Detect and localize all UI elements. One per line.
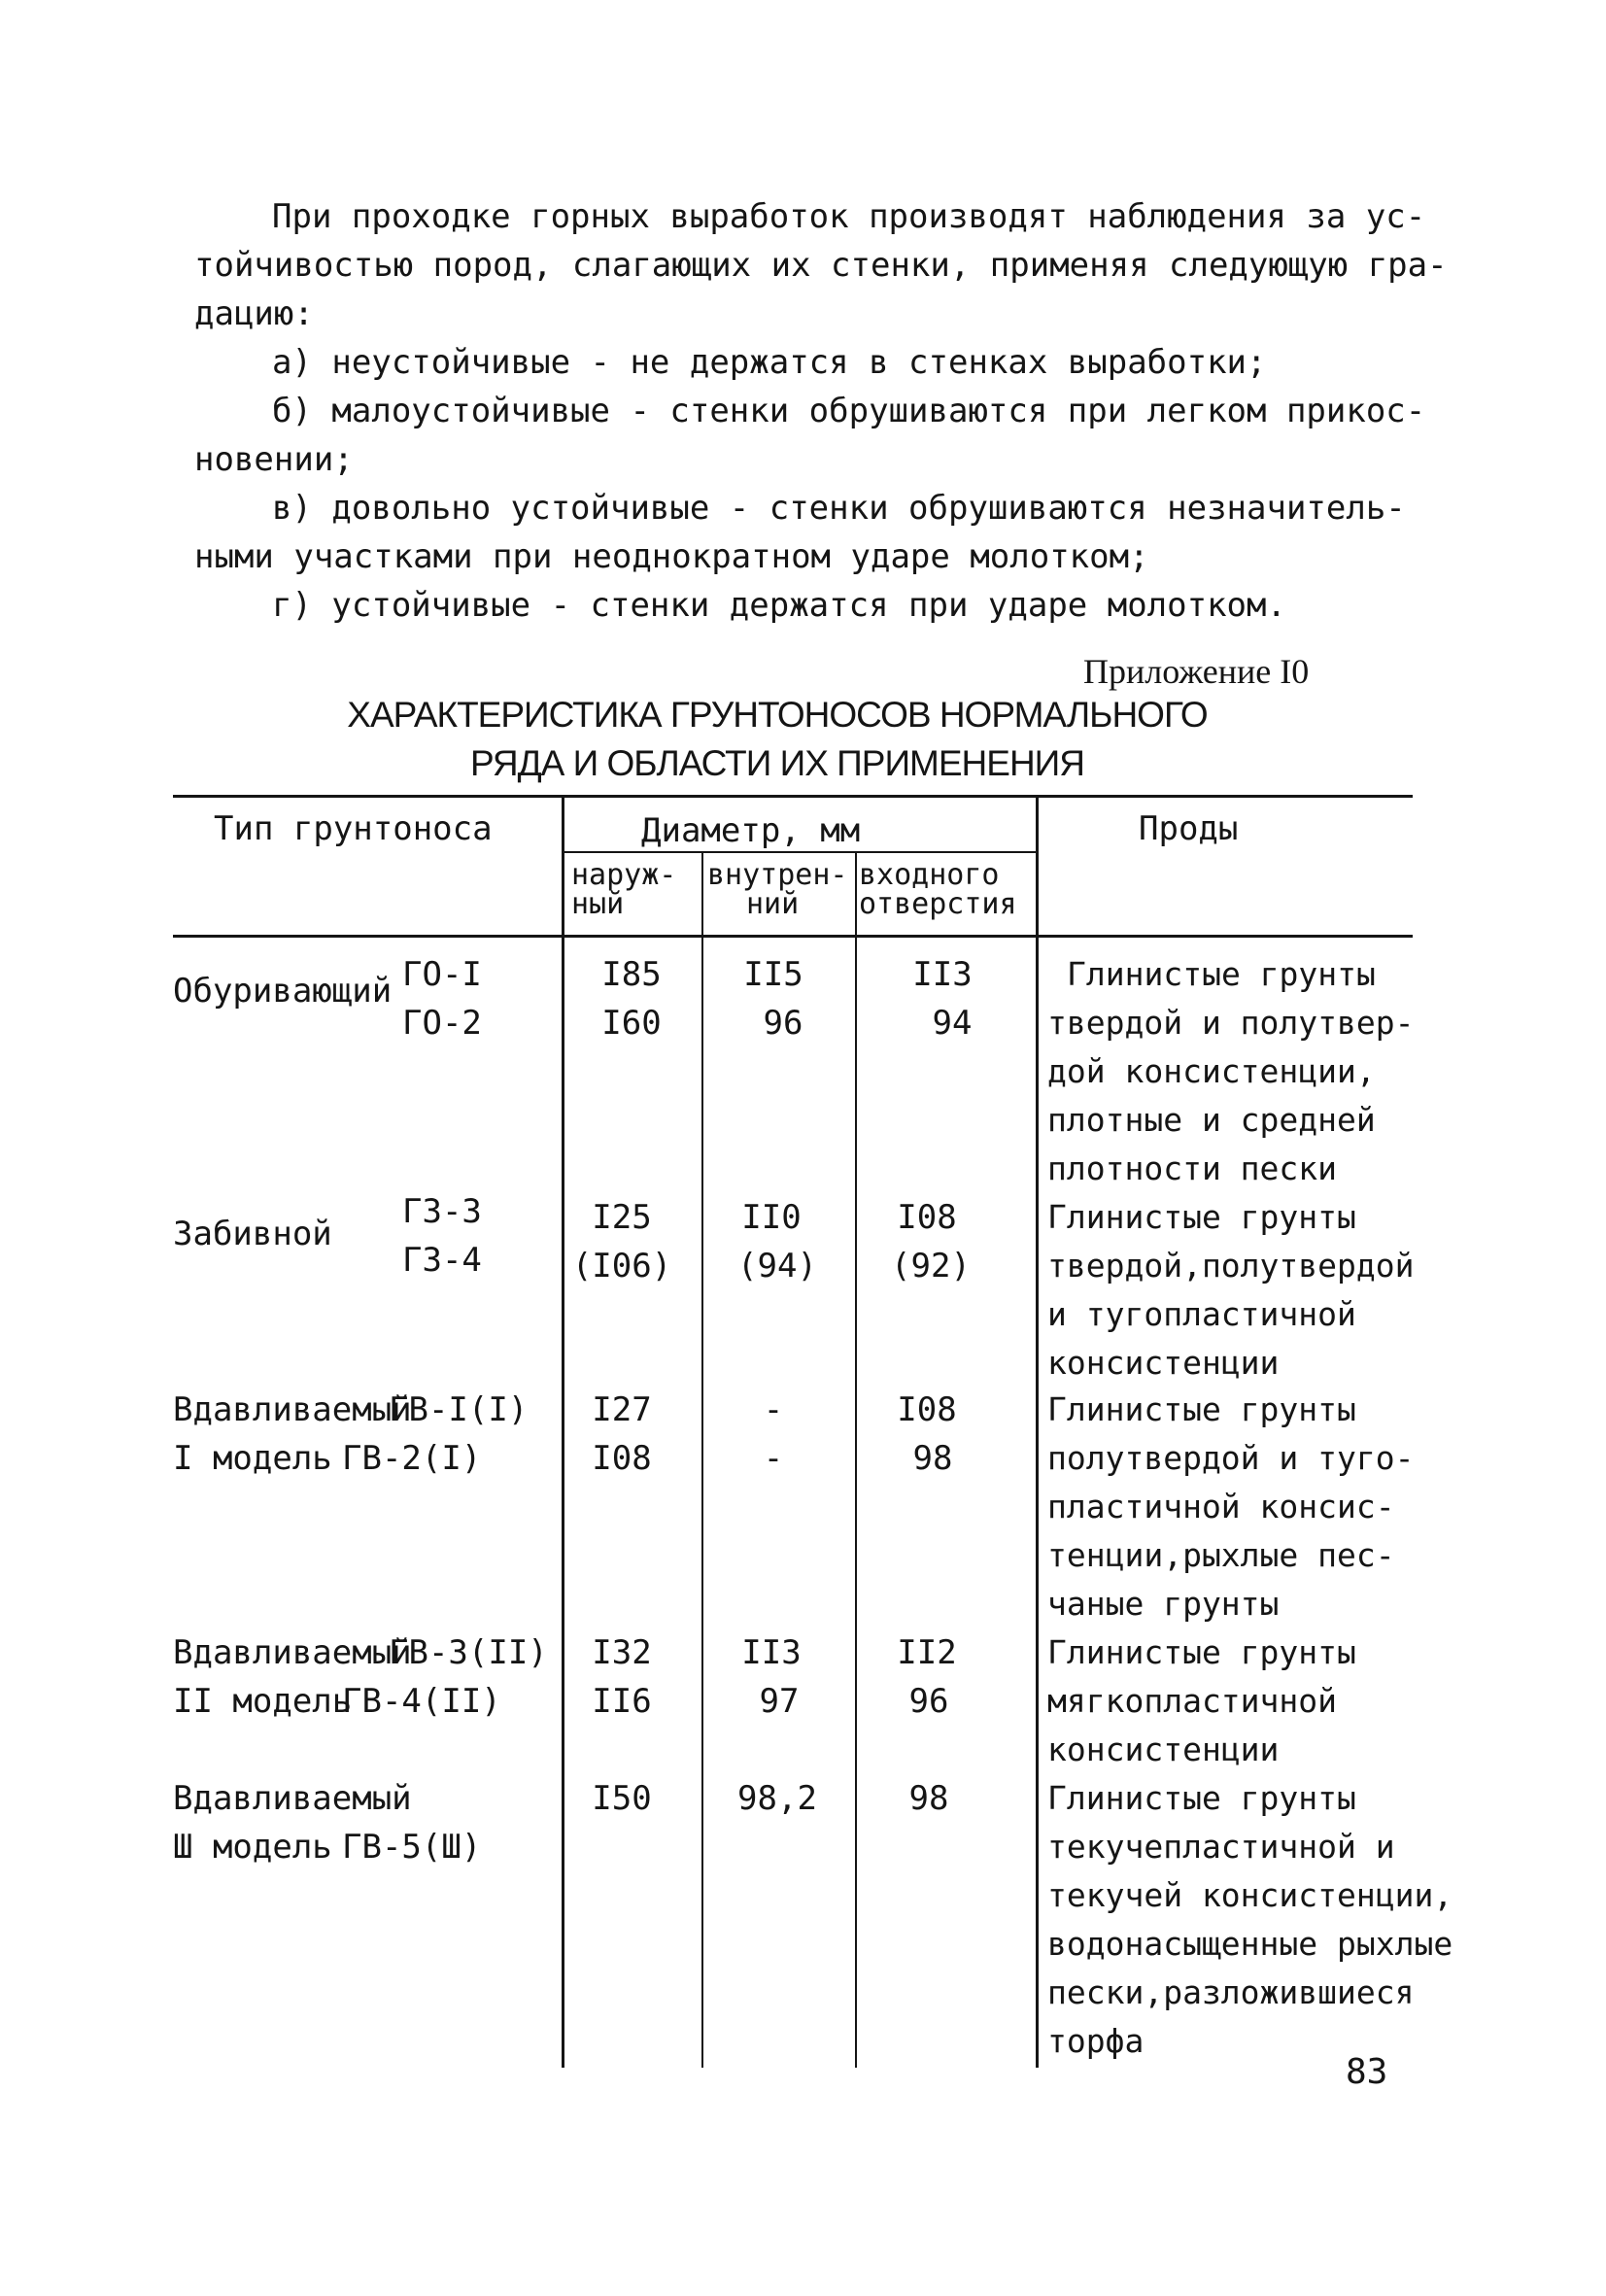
- row-outer: II6: [592, 1682, 652, 1721]
- row-soils: текучей консистенции,: [1047, 1876, 1453, 1914]
- row-soils: плотности пески: [1047, 1149, 1338, 1187]
- intro-line: При проходке горных выработок производят наблюдения за ус-: [272, 197, 1426, 236]
- row-type: Вдавливаемый: [173, 1633, 412, 1672]
- row-type: Обуривающий: [173, 972, 393, 1011]
- row-inner: (94): [737, 1247, 817, 1285]
- table-title-line-1: ХАРАКТЕРИСТИКА ГРУНТОНОСОВ НОРМАЛЬНОГО: [347, 695, 1208, 735]
- row-soils: Глинистые грунты: [1047, 1390, 1356, 1428]
- row-soils: консистенции: [1047, 1731, 1280, 1768]
- row-inlet: 96: [908, 1682, 949, 1721]
- header-outer: наруж- ный: [571, 858, 677, 921]
- row-soils: твердой,полутвердой: [1047, 1247, 1415, 1285]
- row-soils: и тугопластичной: [1047, 1295, 1356, 1333]
- row-type: Вдавливаемый: [173, 1779, 412, 1818]
- row-model: ГВ-4(II): [342, 1682, 501, 1721]
- row-model: ГВ-3(II): [389, 1633, 548, 1672]
- row-soils: пластичной консис-: [1047, 1488, 1395, 1525]
- table-header-rule: [173, 935, 1413, 938]
- row-inner: II3: [741, 1633, 802, 1672]
- row-type: II модель: [173, 1682, 353, 1721]
- intro-line: ными участками при неоднократном ударе молотком;: [194, 537, 1149, 576]
- column-divider: [1036, 797, 1039, 2068]
- row-soils: Глинистые грунты: [1047, 1198, 1356, 1236]
- row-model: ГЗ-4: [402, 1241, 482, 1280]
- row-outer: I08: [592, 1439, 652, 1478]
- row-soils: твердой и полутвер-: [1047, 1004, 1415, 1042]
- row-model: ГВ-I(I): [389, 1390, 529, 1429]
- row-soils: мягкопластичной: [1047, 1682, 1338, 1720]
- row-model: ГЗ-3: [402, 1192, 482, 1231]
- row-inner: 96: [763, 1004, 803, 1043]
- header-type: Тип грунтоноса: [214, 809, 493, 848]
- row-outer: (I06): [571, 1247, 672, 1285]
- header-inlet: входного отверстия: [859, 858, 1017, 921]
- intro-line: б) малоустойчивые - стенки обрушиваются при легком прикос-: [272, 392, 1426, 430]
- row-outer: I32: [592, 1633, 652, 1672]
- row-soils: текучепластичной и: [1047, 1828, 1395, 1866]
- row-inner: II0: [741, 1198, 802, 1237]
- intro-line: а) неустойчивые - не держатся в стенках выработки;: [272, 343, 1267, 382]
- row-soils: тенции,рыхлые пес-: [1047, 1536, 1395, 1574]
- row-inlet: 98: [908, 1779, 949, 1818]
- row-soils: плотные и средней: [1047, 1101, 1376, 1139]
- row-outer: I60: [601, 1004, 662, 1043]
- row-inlet: I08: [897, 1390, 957, 1429]
- row-inlet: 98: [912, 1439, 953, 1478]
- row-soils: консистенции: [1047, 1344, 1280, 1382]
- row-type: Забивной: [173, 1215, 332, 1253]
- row-inner: -: [763, 1439, 784, 1478]
- table-title-line-2: РЯДА И ОБЛАСТИ ИХ ПРИМЕНЕНИЯ: [469, 743, 1084, 783]
- row-soils: пески,разложившиеся: [1047, 1973, 1415, 2011]
- row-soils: дой консистенции,: [1047, 1052, 1376, 1090]
- row-model: ГВ-2(I): [342, 1439, 482, 1478]
- intro-line: в) довольно устойчивые - стенки обрушиваются незначитель-: [272, 489, 1406, 528]
- row-inlet: II3: [912, 955, 973, 994]
- row-outer: I25: [592, 1198, 652, 1237]
- table-top-rule: [173, 795, 1413, 798]
- row-inner: 97: [759, 1682, 800, 1721]
- row-soils: торфа: [1047, 2022, 1145, 2060]
- row-inner: II5: [743, 955, 803, 994]
- header-inner: внутрен- ний: [707, 858, 848, 921]
- intro-line: тойчивостью пород, слагающих их стенки, применяя следующую гра-: [194, 246, 1448, 285]
- appendix-label: Приложение I0: [1083, 652, 1310, 691]
- row-soils: Глинистые грунты: [1047, 1633, 1356, 1671]
- row-type: I модель: [173, 1439, 332, 1478]
- row-model: ГО-I: [402, 955, 482, 994]
- column-divider: [701, 853, 703, 2068]
- intro-line: г) устойчивые - стенки держатся при ударе молотком.: [272, 586, 1286, 625]
- row-soils: полутвердой и туго-: [1047, 1439, 1415, 1477]
- row-outer: I85: [601, 955, 662, 994]
- intro-line: дацию:: [194, 294, 314, 333]
- row-outer: I50: [592, 1779, 652, 1818]
- row-soils: водонасыщенные рыхлые: [1047, 1925, 1453, 1963]
- intro-line: новении;: [194, 440, 354, 479]
- row-inlet: 94: [932, 1004, 973, 1043]
- row-soils: Глинистые грунты: [1067, 955, 1376, 993]
- column-divider: [855, 853, 857, 2068]
- diameter-sub-rule: [564, 851, 1038, 853]
- row-type: Ш модель: [173, 1828, 332, 1867]
- row-model: ГО-2: [402, 1004, 482, 1043]
- row-inlet: (92): [891, 1247, 971, 1285]
- row-soils: Глинистые грунты: [1047, 1779, 1356, 1817]
- row-inner: 98,2: [737, 1779, 817, 1818]
- row-soils: чаные грунты: [1047, 1585, 1280, 1623]
- row-inlet: II2: [897, 1633, 957, 1672]
- header-diameter: Диаметр, мм: [641, 811, 861, 850]
- row-model: ГВ-5(Ш): [342, 1828, 482, 1867]
- row-inner: -: [763, 1390, 784, 1429]
- row-inlet: I08: [897, 1198, 957, 1237]
- row-outer: I27: [592, 1390, 652, 1429]
- page-number: 83: [1346, 2052, 1388, 2092]
- row-type: Вдавливаемый: [173, 1390, 412, 1429]
- header-soils: Проды: [1139, 809, 1239, 848]
